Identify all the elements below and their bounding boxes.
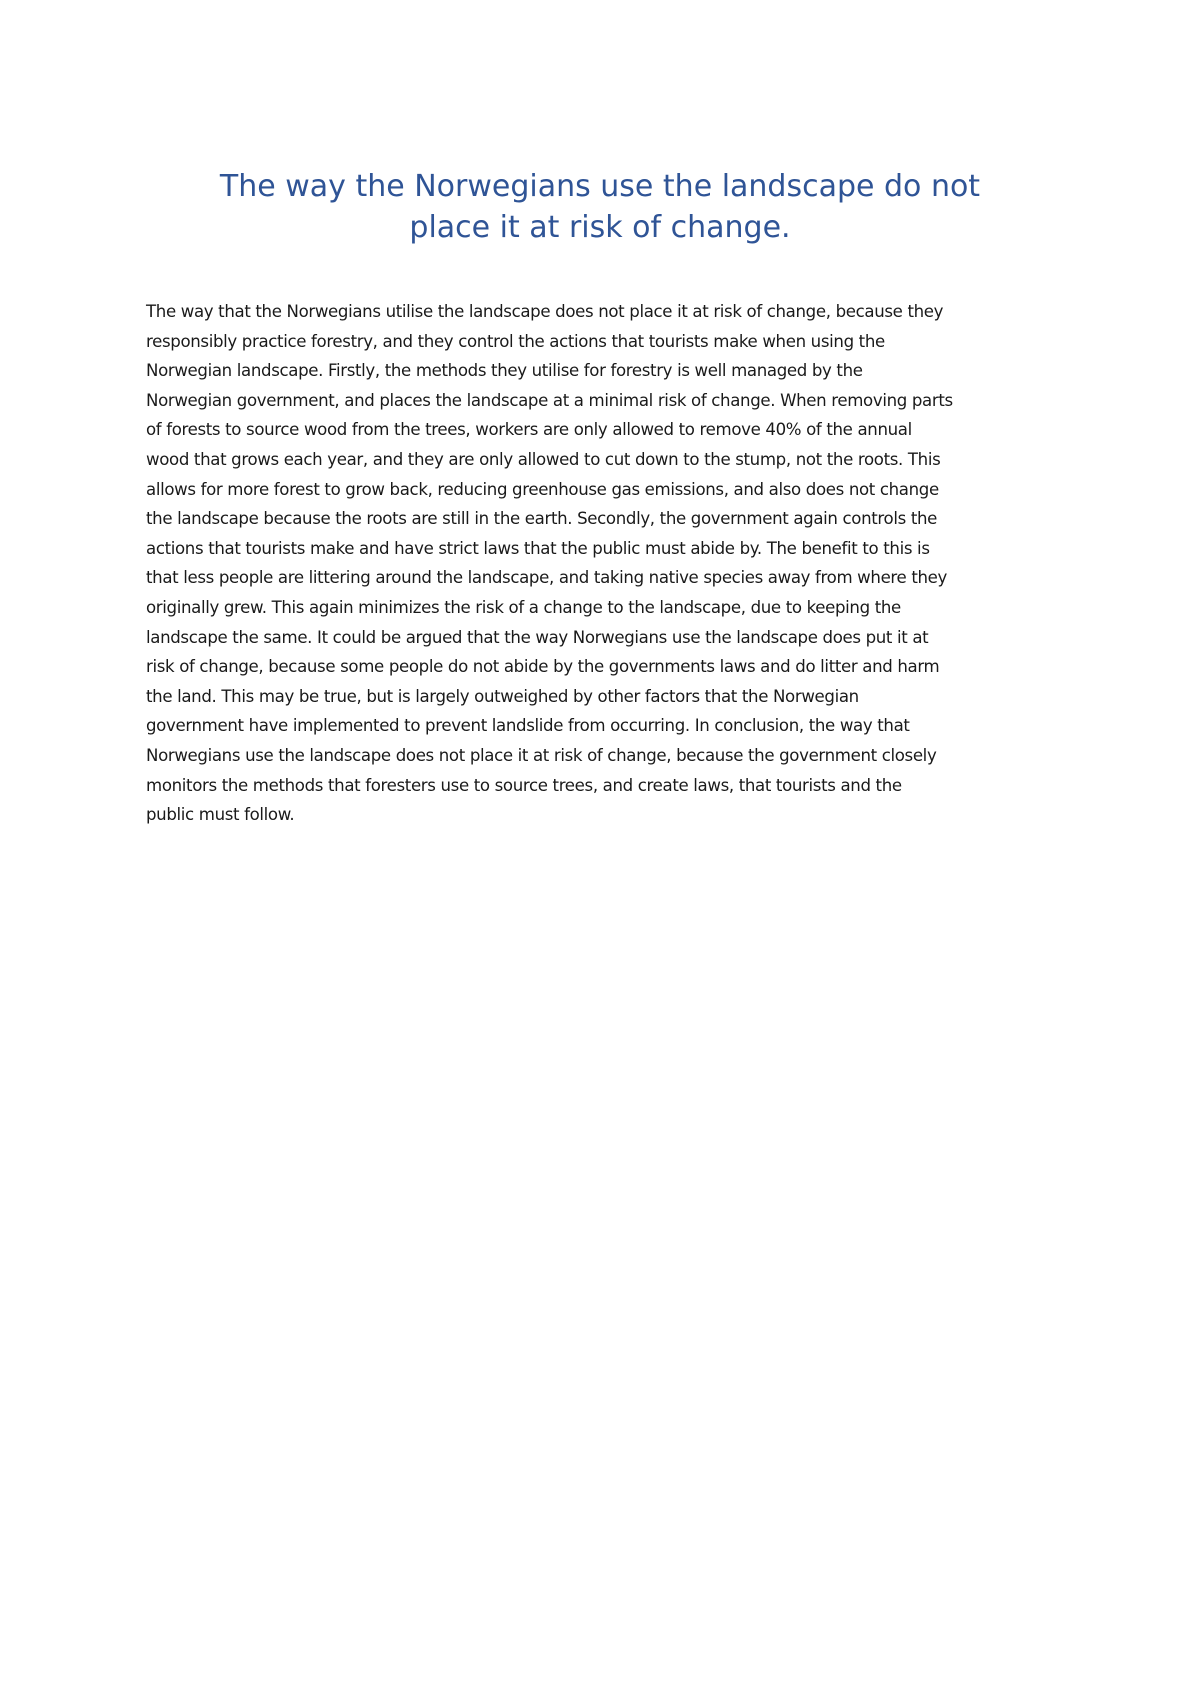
paragraph-line: of forests to source wood from the trees, workers are only allowed to remove 40% of the annual: [146, 420, 912, 440]
paragraph-line: Norwegian landscape. Firstly, the methods they utilise for forestry is well managed by the: [146, 361, 863, 381]
paragraph-line: Norwegians use the landscape does not place it at risk of change, because the government closely: [146, 745, 937, 765]
paragraph-line: that less people are littering around the landscape, and taking native species away from where they: [146, 568, 947, 588]
title-line: The way the Norwegians use the landscape do not: [219, 169, 981, 204]
paragraph-line: monitors the methods that foresters use to source trees, and create laws, that tourists and the: [146, 775, 902, 795]
title-line: place it at risk of change.: [409, 210, 791, 245]
paragraph-line: the land. This may be true, but is largely outweighed by other factors that the Norwegian: [146, 686, 859, 706]
body-paragraph: [146, 297, 1061, 830]
paragraph-line: allows for more forest to grow back, reducing greenhouse gas emissions, and also does not change: [146, 479, 939, 499]
paragraph-line: public must follow.: [146, 805, 295, 825]
paragraph-line: responsibly practice forestry, and they control the actions that tourists make when using the: [146, 331, 885, 351]
paragraph-line: The way that the Norwegians utilise the landscape does not place it at risk of change, because they: [146, 302, 944, 321]
paragraph-line: wood that grows each year, and they are only allowed to cut down to the stump, not the roots. This: [146, 449, 941, 469]
paragraph-line: Norwegian government, and places the landscape at a minimal risk of change. When removing parts: [146, 390, 953, 410]
paragraph-line: government have implemented to prevent landslide from occurring. In conclusion, the way that: [146, 716, 910, 736]
paragraph-line: risk of change, because some people do not abide by the governments laws and do litter and harm: [146, 657, 940, 677]
paragraph-line: originally grew. This again minimizes the risk of a change to the landscape, due to keeping the: [146, 597, 901, 617]
paragraph-line: landscape the same. It could be argued that the way Norwegians use the landscape does put it at: [146, 627, 929, 647]
document-title: [146, 166, 1054, 248]
paragraph-line: actions that tourists make and have strict laws that the public must abide by. The benefit to this is: [146, 538, 930, 558]
paragraph-line: the landscape because the roots are still in the earth. Secondly, the government again controls the: [146, 509, 937, 529]
